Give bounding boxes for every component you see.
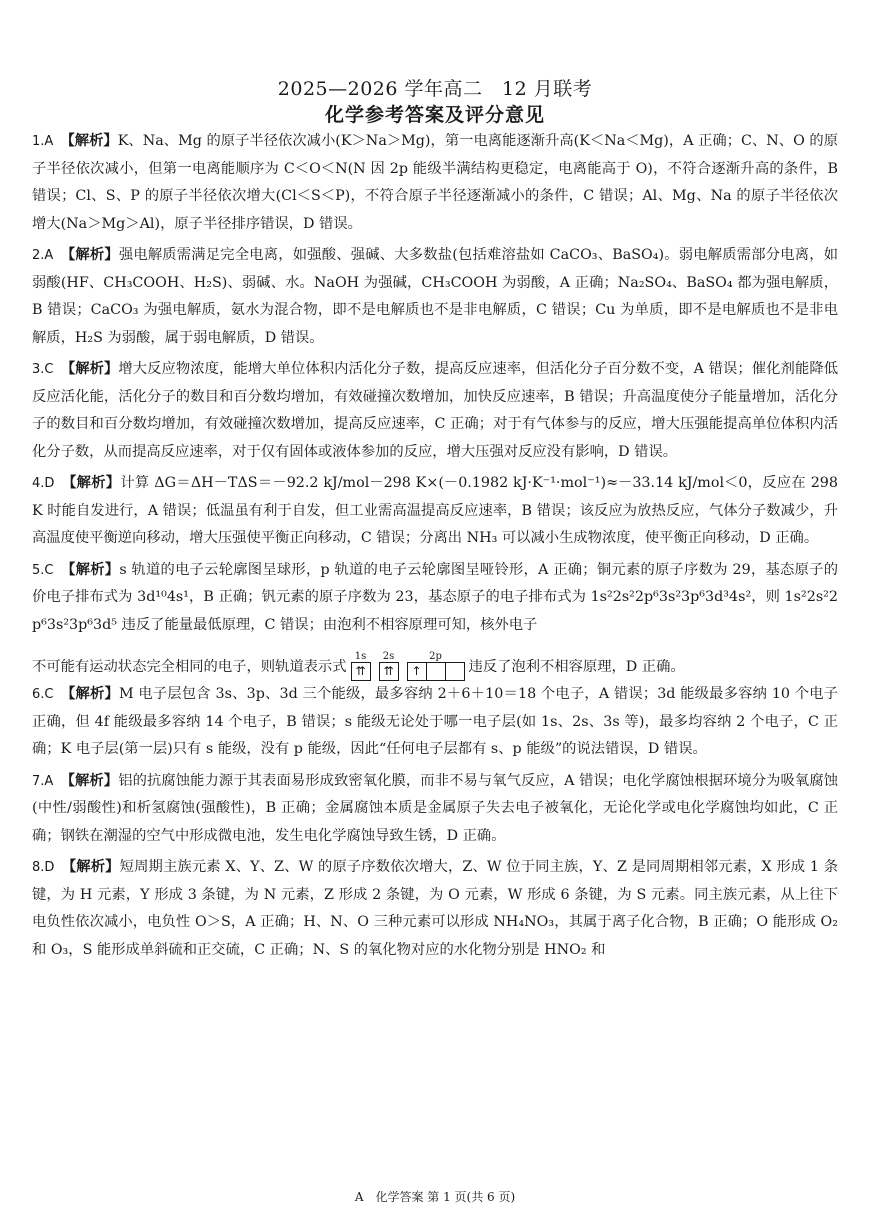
question-3 — [32, 356, 838, 466]
question-number: 3.C — [32, 362, 54, 377]
question-text: M 电子层包含 3s、3p、3d 三个能级，最多容纳 2＋6＋10＝18 个电子，A 错误；3d 能级最多容纳 10 个电子正确，但 4f 能级最多容纳 14 个电子，B 错误；s 能级无论处于哪一电子层(如 1s、2s、3s 等)，最多均容纳 2 个电子，C 正确；K 电子层(第一层)只有 s 能级，没有 p 能级，因此“任何电子层都有 s、p 能级”的说法错误，D 错误。 — [32, 686, 839, 757]
analysis-tag: 【解析】 — [68, 561, 120, 578]
analysis-tag: 【解析】 — [69, 859, 120, 875]
question-number: 6.C — [32, 687, 54, 702]
orbital-label: 2s — [382, 651, 395, 662]
orbital-box: ⇈ — [379, 662, 399, 681]
question-text: 强电解质需满足完全电离，如强酸、强碱、大多数盐(包括难溶盐如 CaCO₃、BaSO₄)。弱电解质需部分电离，如弱酸(HF、CH₃COOH、H₂S)、弱碱、水。NaOH 为强碱，CH₃COOH 为弱酸，A 正确；Na₂SO₄、BaSO₄ 都为强电解质，B 错误；CaCO₃ 为强电解质，氨水为混合物，即不是电解质也不是非电解质，C 错误；Cu 为单质，即不是电解质也不是非电解质，H₂S 为弱酸，属于弱电解质，D 错误。 — [32, 247, 839, 346]
question-number: 4.D — [32, 476, 55, 491]
question-number: 1.A — [32, 134, 54, 149]
analysis-tag: 【解析】 — [68, 686, 119, 702]
question-6 — [32, 681, 838, 764]
analysis-tag: 【解析】 — [68, 247, 119, 263]
question-8 — [32, 854, 838, 964]
question-1 — [32, 128, 838, 238]
orbital-suffix-text: 违反了泡利不相容原理，D 正确。 — [468, 658, 685, 675]
question-number: 7.A — [32, 773, 54, 789]
question-text: K、Na、Mg 的原子半径依次减小(K＞Na＞Mg)，第一电离能逐渐升高(K＜Na＜Mg)，A 正确；C、N、O 的原子半径依次减小，但第一电离能顺序为 C＜O＜N(N 因 2p 能级半满结构更稳定，电离能高于 O)，不符合逐渐升高的条件，B 错误；Cl、S、P 的原子半径依次增大(Cl＜S＜P)，不符合原子半径逐渐减小的条件，C 错误；Al、Mg、Na 的原子半径依次增大(Na＞Mg＞Al)，原子半径排序错误，D 错误。 — [32, 133, 839, 232]
answer-body — [32, 128, 838, 968]
question-text: 铝的抗腐蚀能力源于其表面易形成致密氧化膜，而非不易与氧气反应，A 错误；电化学腐蚀根据环境分为吸氧腐蚀(中性/弱酸性)和析氢腐蚀(强酸性)，B 正确；金属腐蚀本质是金属原子失去电子被氧化，无论化学或电化学腐蚀均如此，C 正确；钢铁在潮湿的空气中形成微电池，发生电化学腐蚀导致生锈，D 正确。 — [32, 772, 838, 844]
question-text: s 轨道的电子云轮廓图呈球形，p 轨道的电子云轮廓图呈哑铃形，A 正确；铜元素的原子序数为 29，基态原子的价电子排布式为 3d¹⁰4s¹，B 正确；钒元素的原子序数为 23，基态原子的电子排布式为 1s²2s²2p⁶3s²3p⁶3d³4s²，则 1s²2s²2p⁶3s²3p⁶3d⁵ 违反了能量最低原理，C 错误；由泡利不相容原理可知，核外电子 — [32, 561, 838, 633]
orbital-diagram-line — [32, 643, 838, 681]
question-7 — [32, 768, 838, 851]
question-5 — [32, 557, 838, 640]
question-number: 8.D — [32, 860, 55, 875]
question-number: 2.A — [32, 248, 54, 263]
orbital-2p — [407, 651, 465, 681]
analysis-tag: 【解析】 — [67, 133, 118, 149]
answer-subtitle: 化学参考答案及评分意见 — [324, 104, 545, 126]
question-4 — [32, 470, 838, 553]
orbital-box: ⇈ — [351, 662, 371, 681]
question-text: 计算 ΔG＝ΔH－TΔS＝－92.2 kJ/mol－298 K×(－0.1982 kJ·K⁻¹·mol⁻¹)≈－33.14 kJ/mol＜0，反应在 298 K 时能自发进行，A 错误；低温虽有利于自发，但工业需高温提高反应速率，B 错误；该反应为放热反应，气体分子数减少，升高温度使平衡逆向移动，增大压强使平衡正向移动，C 错误；分离出 NH₃ 可以减小生成物浓度，使平衡正向移动，D 正确。 — [32, 475, 839, 546]
exam-title: 2025—2026 学年高二 12 月联考 — [277, 78, 593, 100]
analysis-tag: 【解析】 — [69, 475, 121, 491]
orbital-box: ↑ — [407, 662, 427, 681]
orbital-2s — [379, 651, 399, 681]
analysis-tag: 【解析】 — [67, 772, 119, 789]
question-text: 增大反应物浓度，能增大单位体积内活化分子数，提高反应速率，但活化分子百分数不变，A 错误；催化剂能降低反应活化能，活化分子的数目和百分数均增加，有效碰撞次数增加，加快反应速率，B 错误；升高温度使分子能量增加，活化分子的数目和百分数均增加，有效碰撞次数增加，提高反应速率，C 正确；对于有气体参与的反应，增大压强能提高单位体积内活化分子数，从而提高反应速率，对于仅有固体或液体参加的反应，增大压强对反应没有影响，D 错误。 — [32, 361, 839, 460]
analysis-tag: 【解析】 — [67, 361, 119, 377]
question-number: 5.C — [32, 562, 54, 578]
orbital-1s — [351, 651, 371, 681]
question-2 — [32, 242, 838, 352]
orbital-label: 2p — [429, 651, 442, 662]
question-text: 短周期主族元素 X、Y、Z、W 的原子序数依次增大，Z、W 位于同主族，Y、Z 是同周期相邻元素，X 形成 1 条键，为 H 元素，Y 形成 3 条键，为 N 元素，Z 形成 2 条键，为 O 元素，W 形成 6 条键，为 S 元素。同主族元素，从上往下电负性依次减小，电负性 O＞S，A 正确；H、N、O 三种元素可以形成 NH₄NO₃，其属于离子化合物，B 正确；O 能形成 O₂ 和 O₃，S 能形成单斜硫和正交硫，C 正确；N、S 的氧化物对应的水化物分别是 HNO₂ 和 — [32, 859, 839, 958]
orbital-box — [426, 662, 446, 681]
orbital-box — [445, 662, 465, 681]
orbital-label: 1s — [354, 651, 367, 662]
page-footer: A 化学答案 第 1 页(共 6 页) — [354, 1190, 516, 1204]
orbital-prefix-text: 不可能有运动状态完全相同的电子，则轨道表示式 — [32, 658, 347, 675]
